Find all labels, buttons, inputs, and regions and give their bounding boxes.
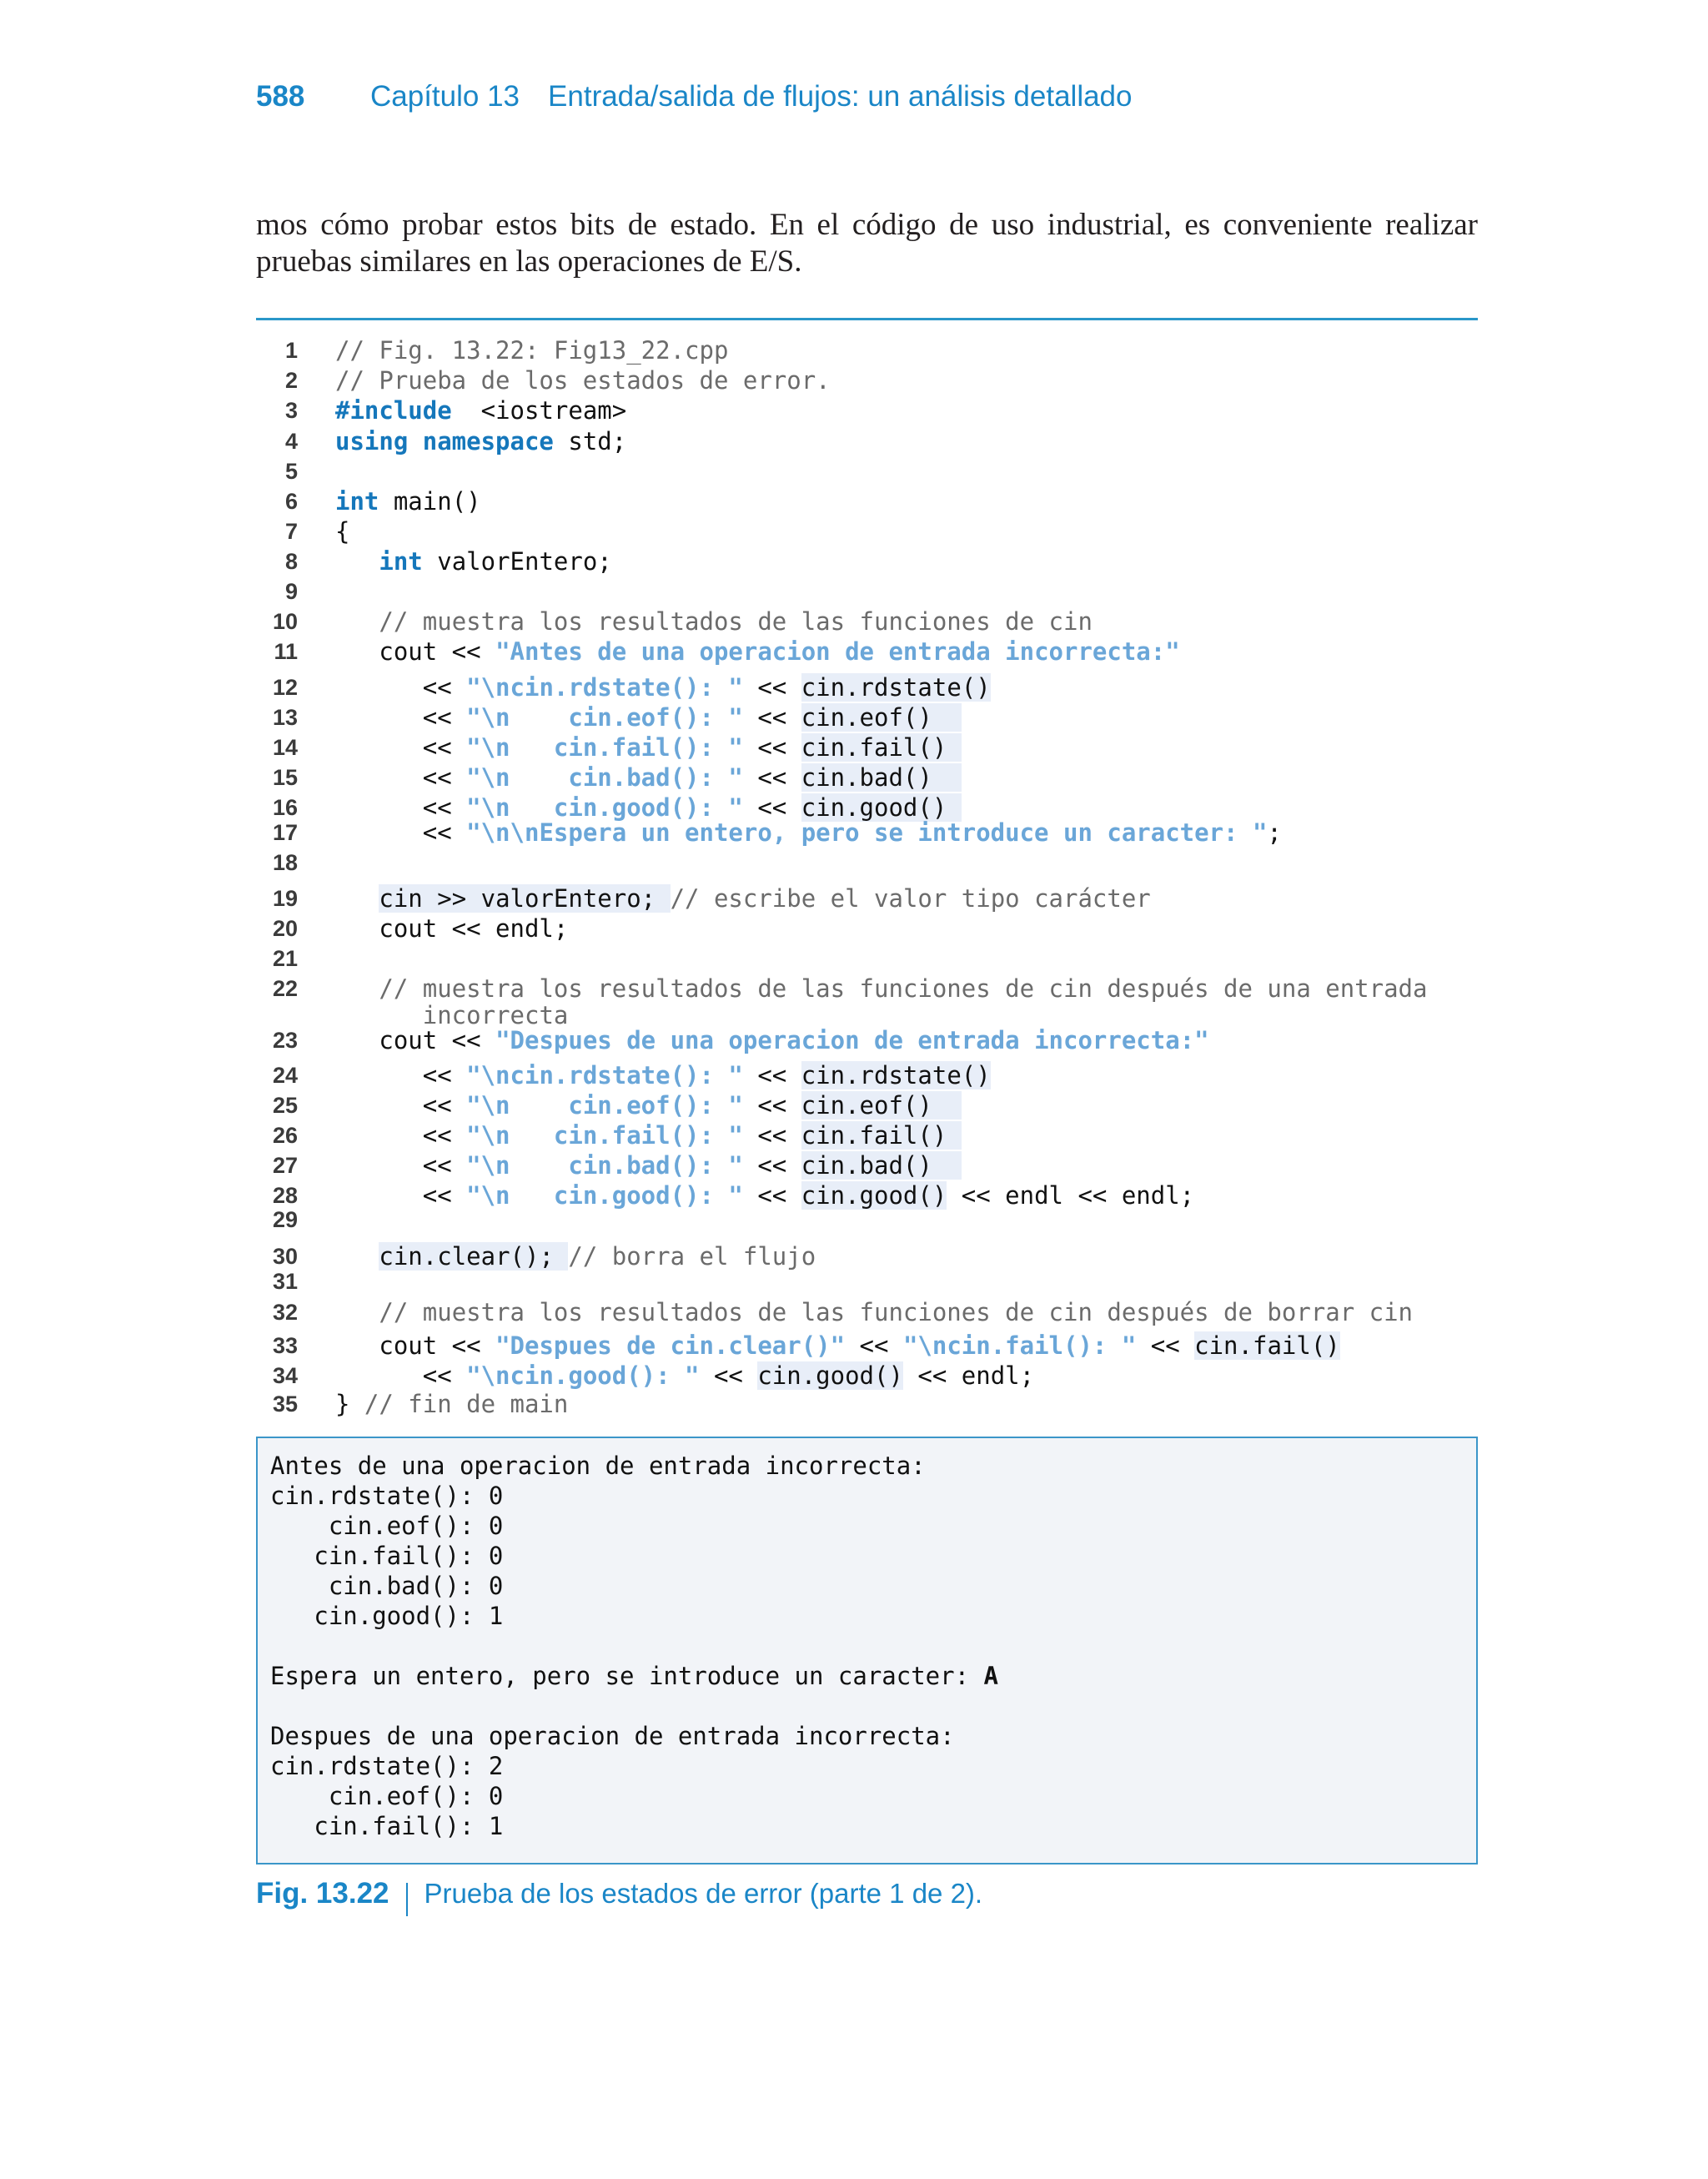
code-token bbox=[335, 547, 379, 576]
output-line bbox=[270, 1481, 503, 1511]
code-token: << bbox=[742, 1061, 801, 1090]
code-highlight: cin.rdstate() bbox=[801, 673, 991, 702]
code-token: <iostream> bbox=[451, 396, 627, 425]
line-number: 10 bbox=[272, 609, 298, 634]
code-token: << bbox=[335, 1181, 467, 1210]
code-string: "\n cin.bad(): " bbox=[466, 1151, 743, 1180]
code-text bbox=[335, 1389, 568, 1419]
figure-number: Fig. 13.22 bbox=[256, 1877, 389, 1910]
code-highlight: cin.good() bbox=[757, 1361, 903, 1390]
output-text: cin.fail(): 1 bbox=[270, 1812, 504, 1840]
output-line bbox=[270, 1451, 926, 1481]
line-number: 8 bbox=[284, 549, 298, 574]
line-number: 34 bbox=[272, 1363, 298, 1388]
code-token: << bbox=[742, 673, 801, 702]
caption-separator bbox=[406, 1883, 408, 1916]
code-token: cout << bbox=[335, 1026, 496, 1054]
code-text bbox=[335, 1150, 962, 1180]
code-token: << endl; bbox=[902, 1361, 1035, 1390]
output-line bbox=[270, 1781, 503, 1811]
code-text bbox=[335, 672, 991, 702]
code-token: << bbox=[742, 793, 801, 822]
code-text bbox=[335, 637, 1180, 667]
output-line bbox=[270, 1511, 503, 1541]
line-number: 28 bbox=[272, 1183, 298, 1208]
code-token: << bbox=[335, 1121, 467, 1150]
code-token: << bbox=[335, 703, 467, 732]
line-number: 20 bbox=[272, 916, 298, 941]
code-string: "\n cin.good(): " bbox=[466, 1181, 743, 1210]
code-text bbox=[335, 335, 728, 365]
line-number: 19 bbox=[272, 886, 298, 911]
code-highlight: cin.fail() bbox=[801, 1121, 962, 1150]
code-token: cout << bbox=[335, 637, 496, 666]
code-comment: // escribe el valor tipo carácter bbox=[670, 884, 1151, 913]
code-token: << bbox=[742, 1151, 801, 1180]
user-input-text: A bbox=[983, 1662, 998, 1690]
code-comment: // muestra los resultados de las funciones de cin bbox=[379, 607, 1093, 636]
output-text: Espera un entero, pero se introduce un caracter: bbox=[270, 1662, 984, 1690]
code-token: << bbox=[335, 818, 467, 847]
line-number: 4 bbox=[284, 429, 298, 454]
line-number: 13 bbox=[272, 705, 298, 730]
code-text bbox=[335, 1361, 1034, 1391]
line-number: 14 bbox=[272, 735, 298, 760]
output-text: cin.eof(): 0 bbox=[270, 1512, 504, 1540]
line-number: 33 bbox=[272, 1333, 298, 1358]
output-text: cin.fail(): 0 bbox=[270, 1542, 504, 1570]
code-text bbox=[335, 1090, 962, 1120]
code-highlight: cin.bad() bbox=[801, 1151, 962, 1180]
line-number: 30 bbox=[272, 1244, 298, 1269]
code-token: << endl << endl; bbox=[947, 1181, 1195, 1210]
code-token bbox=[335, 884, 379, 913]
code-highlight: cin.fail() bbox=[801, 733, 962, 762]
code-text bbox=[335, 516, 349, 546]
line-number: 22 bbox=[272, 976, 298, 1001]
code-text bbox=[335, 1241, 831, 1271]
output-text: cin.rdstate(): 0 bbox=[270, 1482, 504, 1510]
code-text bbox=[335, 365, 831, 395]
line-number: 31 bbox=[272, 1269, 298, 1294]
code-token: std; bbox=[553, 427, 627, 455]
code-string: "Despues de cin.clear()" bbox=[495, 1331, 846, 1360]
line-number: 3 bbox=[284, 398, 298, 423]
code-string: "\n cin.good(): " bbox=[466, 793, 743, 822]
output-text: Despues de una operacion de entrada incorrecta: bbox=[270, 1722, 955, 1750]
line-number: 7 bbox=[284, 519, 298, 544]
code-token: << bbox=[742, 1091, 801, 1120]
code-string: "Antes de una operacion de entrada incorrecta:" bbox=[495, 637, 1180, 666]
output-line bbox=[270, 1751, 503, 1781]
code-highlight: cin.rdstate() bbox=[801, 1061, 991, 1090]
code-highlight: cin.good() bbox=[801, 793, 962, 822]
program-output-box bbox=[256, 1437, 1478, 1864]
code-text bbox=[335, 606, 1093, 637]
code-string: "\n cin.fail(): " bbox=[466, 1121, 743, 1150]
output-line bbox=[270, 1601, 503, 1631]
line-number: 6 bbox=[284, 489, 298, 514]
code-string: "\ncin.rdstate(): " bbox=[466, 1061, 743, 1090]
line-number: 17 bbox=[272, 820, 298, 845]
code-comment: incorrecta bbox=[422, 1001, 569, 1029]
code-top-rule bbox=[256, 318, 1478, 320]
line-number: 1 bbox=[284, 338, 298, 363]
running-header bbox=[256, 80, 1133, 113]
code-comment: // borra el flujo bbox=[568, 1242, 831, 1271]
code-highlight: cin.fail() bbox=[1194, 1331, 1340, 1360]
code-token: main() bbox=[379, 487, 481, 516]
line-number: 24 bbox=[272, 1063, 298, 1088]
code-comment: // muestra los resultados de las funciones de cin después de una entrada bbox=[379, 974, 1428, 1003]
code-string: "Despues de una operacion de entrada incorrecta:" bbox=[495, 1026, 1209, 1054]
code-token: << bbox=[335, 1091, 467, 1120]
code-text bbox=[335, 1060, 991, 1090]
code-text bbox=[335, 486, 481, 516]
code-highlight: cin >> valorEntero; bbox=[379, 884, 671, 913]
code-string: "\ncin.fail(): " bbox=[902, 1331, 1137, 1360]
page-number: 588 bbox=[256, 80, 305, 113]
code-comment: // Fig. 13.22: Fig13_22.cpp bbox=[335, 336, 729, 365]
code-highlight: cin.good() bbox=[801, 1181, 947, 1210]
code-text bbox=[335, 1120, 962, 1150]
code-string: "\ncin.rdstate(): " bbox=[466, 673, 743, 702]
code-comment: // muestra los resultados de las funciones de cin después de borrar cin bbox=[379, 1298, 1414, 1326]
code-text bbox=[335, 426, 626, 456]
chapter-label: Capítulo 13 bbox=[370, 80, 520, 113]
code-text bbox=[335, 732, 962, 762]
code-text bbox=[335, 974, 1427, 1004]
chapter-title: Entrada/salida de flujos: un análisis detallado bbox=[548, 80, 1133, 113]
output-line bbox=[270, 1721, 955, 1751]
code-keyword: int bbox=[335, 487, 379, 516]
code-token: << bbox=[335, 1361, 467, 1390]
line-number: 21 bbox=[272, 946, 298, 971]
output-text: cin.good(): 1 bbox=[270, 1602, 504, 1630]
output-text: cin.eof(): 0 bbox=[270, 1782, 504, 1810]
code-comment: // Prueba de los estados de error. bbox=[335, 366, 831, 395]
line-number: 9 bbox=[284, 579, 298, 604]
line-number: 15 bbox=[272, 765, 298, 790]
code-string: "\ncin.good(): " bbox=[466, 1361, 700, 1390]
line-number: 32 bbox=[272, 1300, 298, 1325]
code-token bbox=[335, 1298, 379, 1326]
code-token: << bbox=[335, 793, 467, 822]
code-highlight: cin.eof() bbox=[801, 703, 962, 732]
code-token: << bbox=[699, 1361, 758, 1390]
output-line bbox=[270, 1661, 998, 1691]
code-keyword: using namespace bbox=[335, 427, 554, 455]
code-keyword: int bbox=[379, 547, 423, 576]
code-text bbox=[335, 395, 626, 425]
output-text: Antes de una operacion de entrada incorrecta: bbox=[270, 1452, 926, 1480]
code-token: << bbox=[335, 1061, 467, 1090]
caption-text: Prueba de los estados de error (parte 1 de 2). bbox=[424, 1878, 983, 1909]
output-line bbox=[270, 1571, 503, 1601]
line-number: 12 bbox=[272, 675, 298, 700]
code-text bbox=[335, 1180, 1194, 1210]
code-highlight: cin.clear(); bbox=[379, 1242, 569, 1271]
code-text bbox=[335, 1025, 1209, 1055]
code-token: << bbox=[335, 673, 467, 702]
line-number: 27 bbox=[272, 1153, 298, 1178]
code-string: "\n cin.eof(): " bbox=[466, 703, 743, 732]
code-text bbox=[335, 762, 962, 793]
code-text bbox=[335, 1331, 1340, 1361]
code-highlight: cin.eof() bbox=[801, 1091, 962, 1120]
code-text bbox=[335, 546, 612, 576]
code-token: << bbox=[742, 733, 801, 762]
code-token: << bbox=[1136, 1331, 1195, 1360]
line-number: 29 bbox=[272, 1207, 298, 1232]
line-number: 11 bbox=[274, 639, 298, 664]
code-token bbox=[335, 1242, 379, 1271]
code-highlight: cin.bad() bbox=[801, 763, 962, 792]
line-number: 16 bbox=[272, 795, 298, 820]
line-number: 2 bbox=[284, 368, 298, 393]
code-string: "\n\nEspera un entero, pero se introduce un caracter: " bbox=[466, 818, 1268, 847]
code-token: << bbox=[742, 1181, 801, 1210]
line-number: 35 bbox=[272, 1391, 298, 1417]
code-token: << bbox=[845, 1331, 903, 1360]
code-token: { bbox=[335, 517, 350, 546]
code-token: << bbox=[742, 703, 801, 732]
code-text bbox=[335, 883, 1151, 913]
code-token: << bbox=[335, 1151, 467, 1180]
code-token: << bbox=[742, 763, 801, 792]
line-number: 23 bbox=[272, 1028, 298, 1053]
output-line bbox=[270, 1541, 503, 1571]
code-token: << bbox=[742, 1121, 801, 1150]
output-text: cin.rdstate(): 2 bbox=[270, 1752, 504, 1780]
code-text bbox=[335, 913, 568, 944]
code-token: ; bbox=[1267, 818, 1282, 847]
line-number: 26 bbox=[272, 1123, 298, 1148]
code-comment: // fin de main bbox=[364, 1390, 569, 1418]
code-token: cout << endl; bbox=[335, 914, 569, 943]
code-string: "\n cin.eof(): " bbox=[466, 1091, 743, 1120]
figure-caption bbox=[256, 1877, 982, 1916]
line-number: 18 bbox=[272, 850, 298, 875]
code-token: << bbox=[335, 763, 467, 792]
code-token: } bbox=[335, 1390, 364, 1418]
code-text bbox=[335, 1297, 1413, 1327]
line-number: 25 bbox=[272, 1093, 298, 1118]
code-token bbox=[335, 607, 379, 636]
code-token: cout << bbox=[335, 1331, 496, 1360]
code-string: "\n cin.fail(): " bbox=[466, 733, 743, 762]
code-token bbox=[335, 974, 379, 1003]
line-number: 5 bbox=[284, 459, 298, 484]
code-text bbox=[335, 702, 962, 732]
code-keyword: #include bbox=[335, 396, 452, 425]
code-token: << bbox=[335, 733, 467, 762]
output-line bbox=[270, 1811, 503, 1841]
code-text bbox=[335, 818, 1282, 848]
output-text: cin.bad(): 0 bbox=[270, 1572, 504, 1600]
intro-paragraph: mos cómo probar estos bits de estado. En el código de uso industrial, es conveniente realizar pruebas similares en las operaciones de E/S. bbox=[256, 208, 1478, 279]
code-token: valorEntero; bbox=[422, 547, 612, 576]
code-string: "\n cin.bad(): " bbox=[466, 763, 743, 792]
